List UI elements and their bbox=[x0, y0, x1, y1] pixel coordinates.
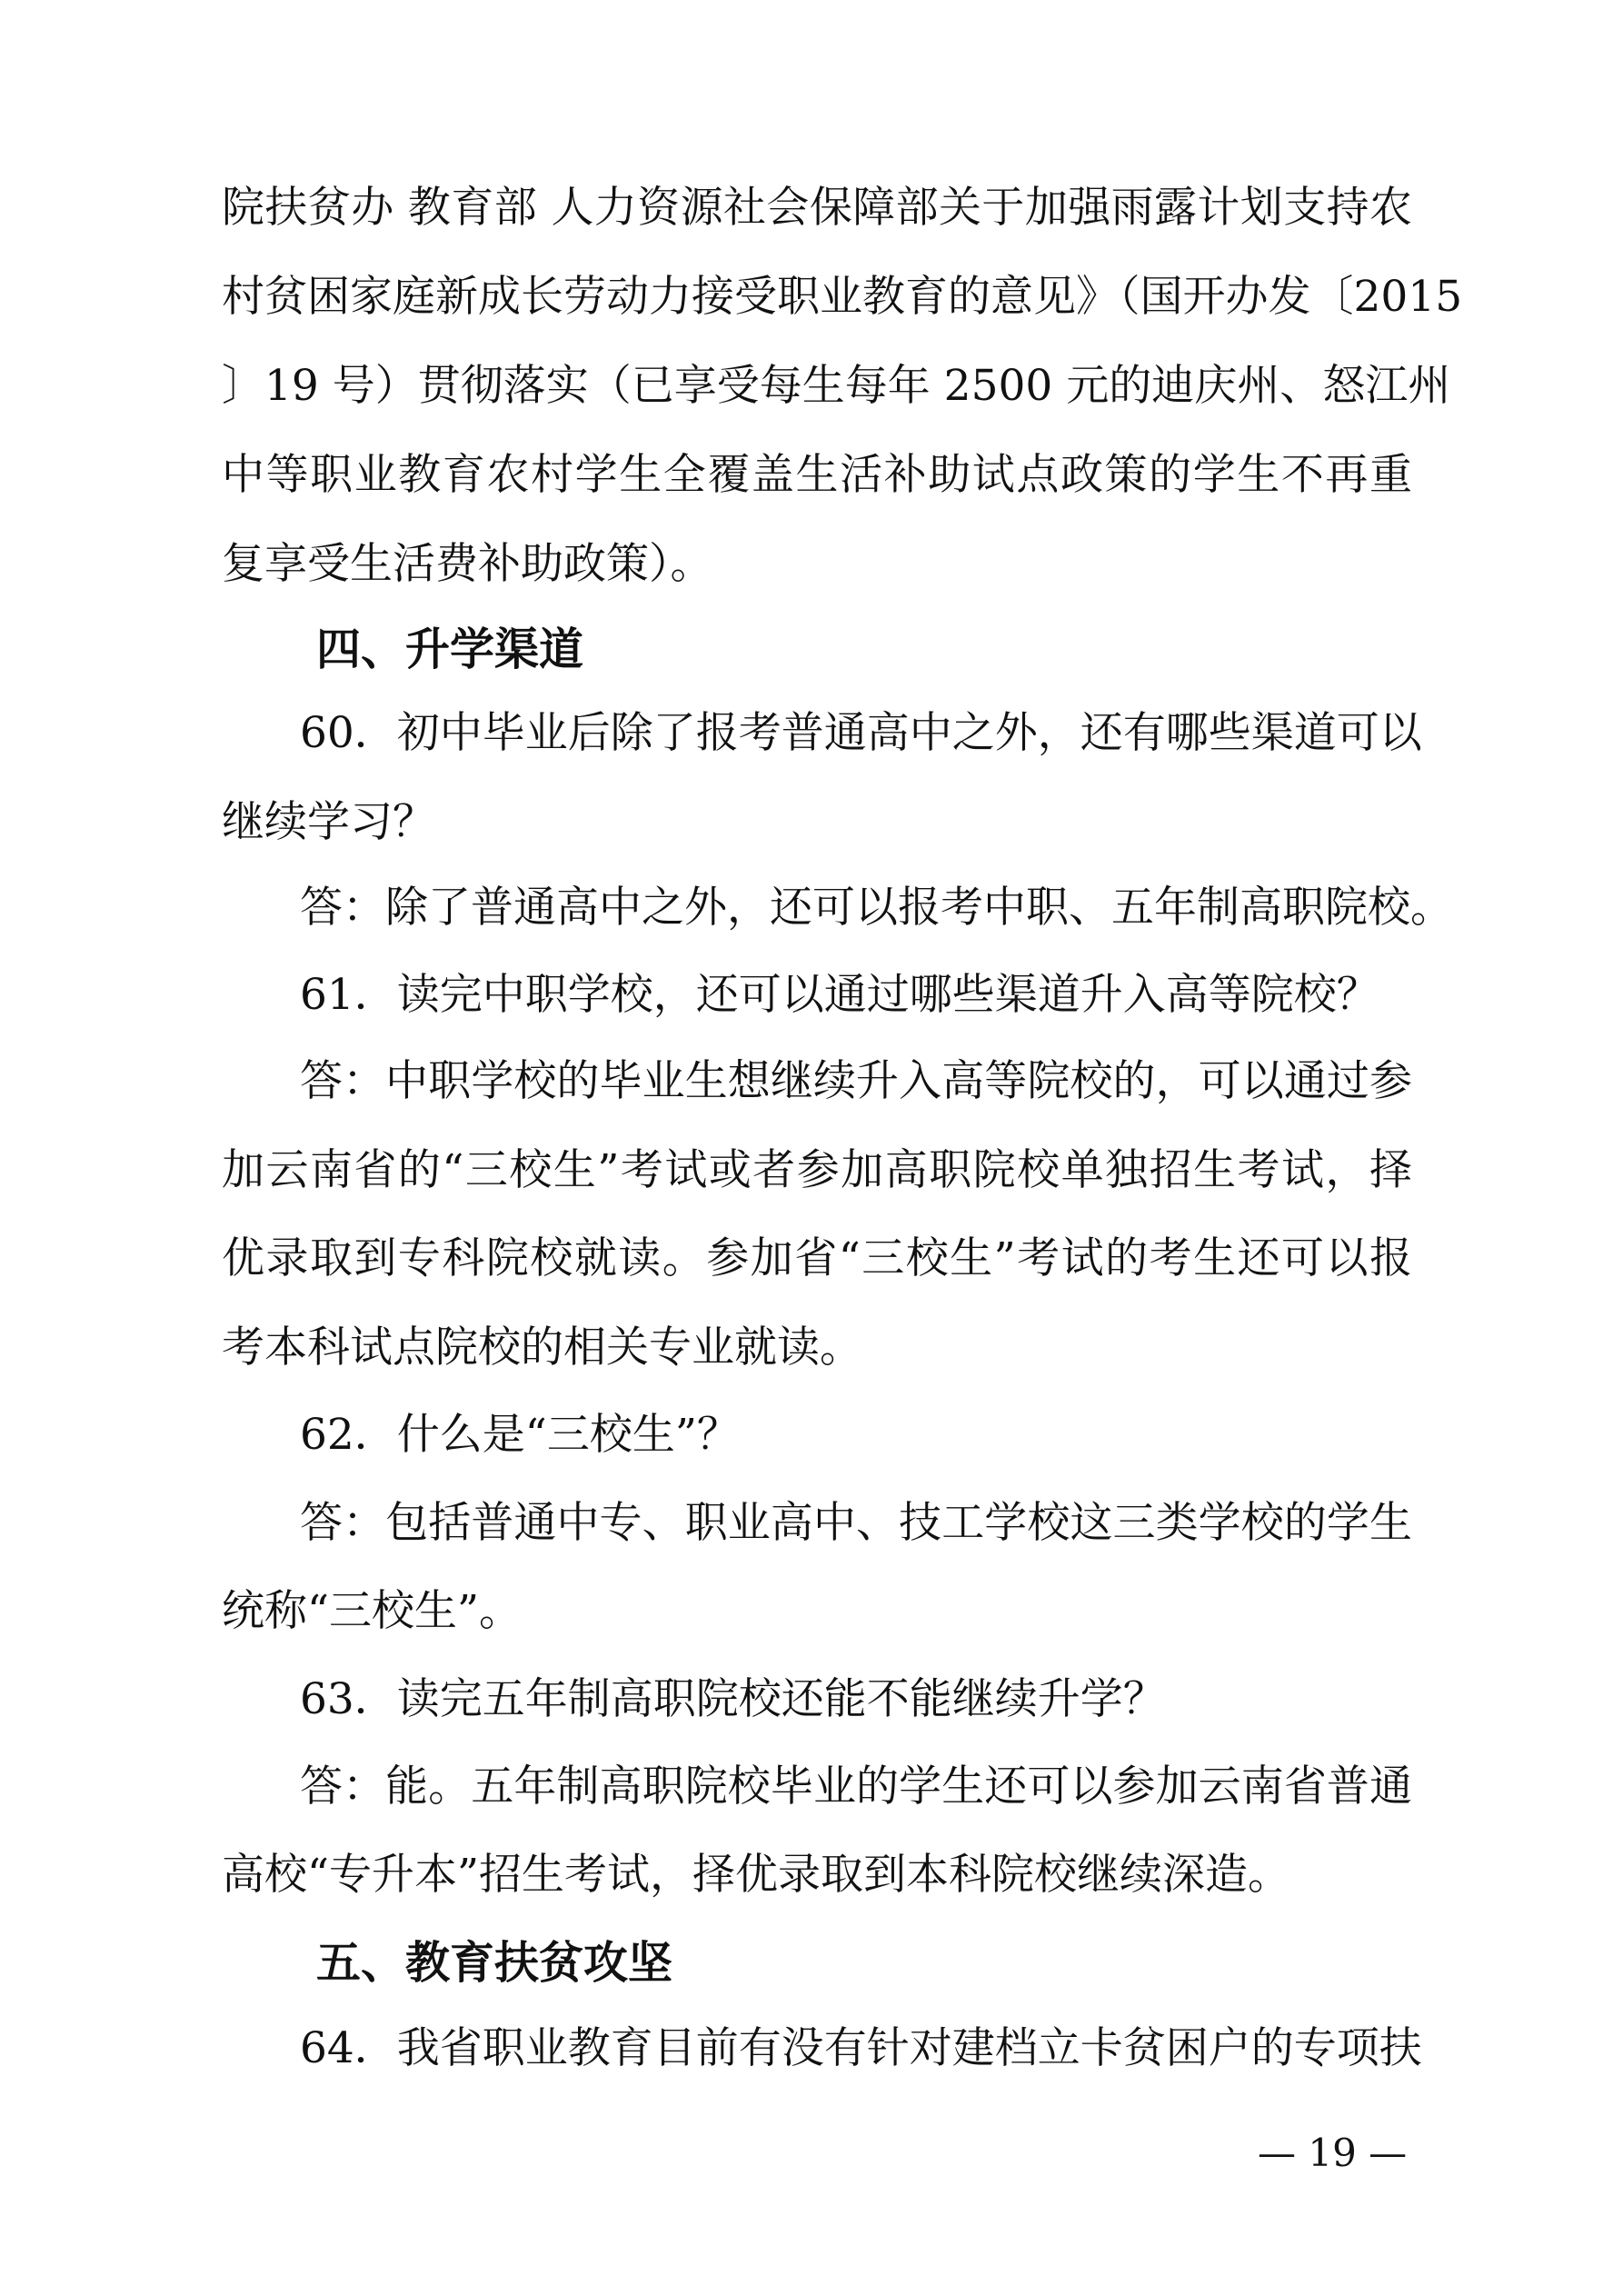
answer-line: 考本科试点院校的相关专业就读。 bbox=[222, 1323, 862, 1373]
body-line: 复享受生活费补助政策）。 bbox=[222, 539, 713, 589]
section-heading-5: 五、教育扶贫攻坚 bbox=[316, 1937, 673, 1989]
question-line: 64．我省职业教育目前有没有针对建档立卡贫困户的专项扶 bbox=[300, 2023, 1422, 2073]
answer-line: 答：包括普通中专、职业高中、技工学校这三类学校的学生 bbox=[300, 1498, 1412, 1548]
question-line: 60．初中毕业后除了报考普通高中之外，还有哪些渠道可以 bbox=[300, 708, 1422, 758]
answer-line: 答：中职学校的毕业生想继续升入高等院校的，可以通过参 bbox=[300, 1056, 1412, 1106]
page-number: — 19 — bbox=[1258, 2131, 1408, 2175]
answer-line: 优录取到专科院校就读。参加省“三校生”考试的考生还可以报 bbox=[222, 1233, 1412, 1283]
answer-line: 答：能。五年制高职院校毕业的学生还可以参加云南省普通 bbox=[300, 1762, 1412, 1812]
question-line: 63．读完五年制高职院校还能不能继续升学？ bbox=[300, 1674, 1166, 1724]
answer-line: 统称“三校生”。 bbox=[222, 1586, 523, 1636]
answer-line: 答：除了普通高中之外，还可以报考中职、五年制高职院校。 bbox=[300, 883, 1453, 933]
body-line: 院扶贫办 教育部 人力资源社会保障部关于加强雨露计划支持农 bbox=[222, 183, 1412, 233]
question-line: 62．什么是“三校生”？ bbox=[300, 1410, 740, 1460]
answer-line: 高校“专升本”招生考试，择优录取到本科院校继续深造。 bbox=[222, 1850, 1291, 1900]
question-line: 61．读完中职学校，还可以通过哪些渠道升入高等院校？ bbox=[300, 970, 1379, 1020]
answer-line: 加云南省的“三校生”考试或者参加高职院校单独招生考试，择 bbox=[222, 1145, 1412, 1195]
section-heading-4: 四、升学渠道 bbox=[316, 624, 584, 675]
body-line: 中等职业教育农村学生全覆盖生活补助试点政策的学生不再重 bbox=[222, 450, 1412, 500]
body-line: 〕19 号）贯彻落实（已享受每生每年 2500 元的迪庆州、怒江州 bbox=[222, 361, 1451, 411]
question-line: 继续学习？ bbox=[222, 797, 435, 847]
body-line: 村贫困家庭新成长劳动力接受职业教育的意见》（国开办发〔2015 bbox=[222, 272, 1463, 322]
